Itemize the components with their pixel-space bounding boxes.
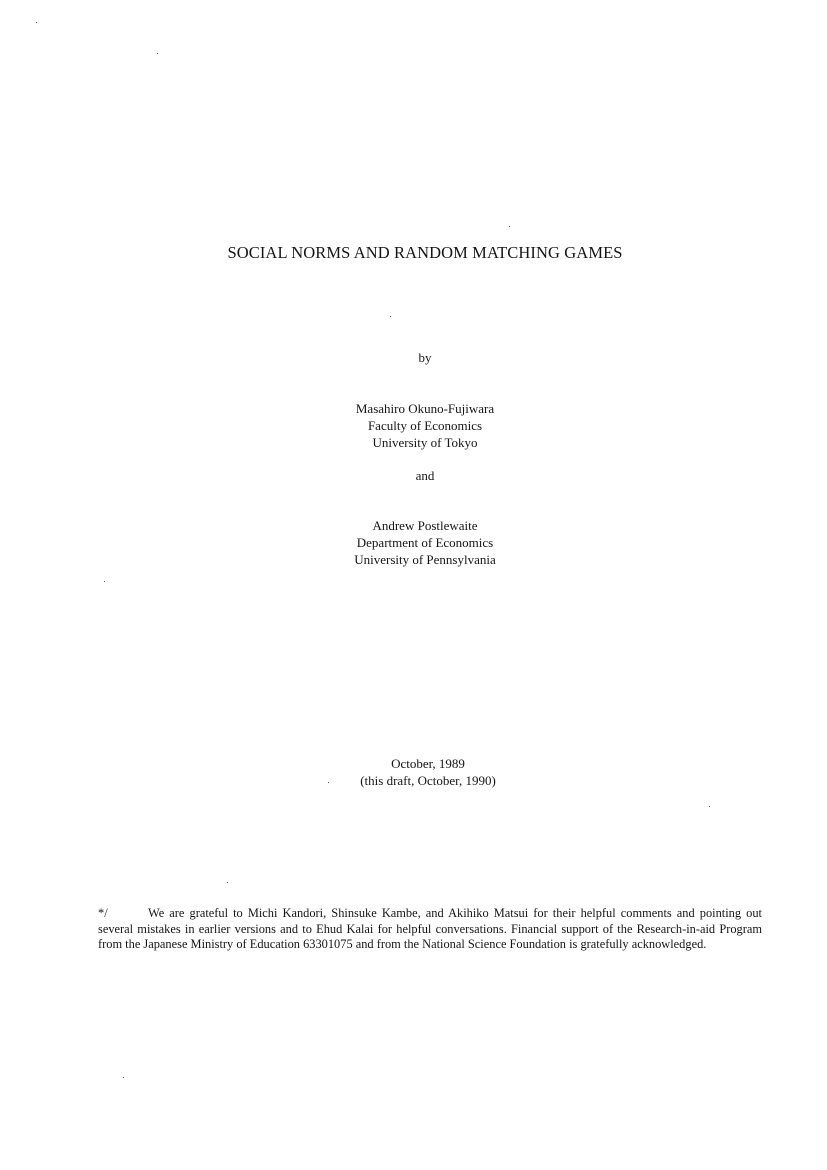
scan-speck [390,316,391,317]
scan-speck [36,22,37,23]
scan-speck [123,1077,124,1078]
scan-speck [227,882,228,883]
author-block-1 [0,400,827,451]
date-block [0,755,827,789]
author-conjunction: and [415,468,435,483]
author-name: Masahiro Okuno-Fujiwara [355,401,495,416]
draft-date: (this draft, October, 1990) [360,773,496,788]
author-name: Andrew Postlewaite [372,518,478,533]
author-university: University of Tokyo [372,435,478,450]
byline-word: by [418,350,432,365]
footnote-marker: */ [98,906,108,920]
scan-speck [709,806,710,807]
author-department: Faculty of Economics [367,418,483,433]
acknowledgment-footnote [98,906,762,953]
scan-speck [509,226,510,227]
author-university: University of Pennsylvania [354,552,496,567]
original-date: October, 1989 [391,756,465,771]
author-department: Department of Economics [356,535,494,550]
footnote-text: We are grateful to Michi Kandori, Shinsuke Kambe, and Akihiko Matsui for their helpful comments and pointing out several mistakes in earlier versions and to Ehud Kalai for helpful conversations. Financial support of the Research-in-aid Program from the Japanese Ministry of Education 63301075 and from the National Science Foundation is gratefully acknowledged. [98,906,762,952]
scan-speck [157,53,158,54]
scan-speck [328,782,329,783]
author-block-2 [0,517,827,568]
paper-title: SOCIAL NORMS AND RANDOM MATCHING GAMES [227,243,623,262]
scan-speck [104,581,105,582]
